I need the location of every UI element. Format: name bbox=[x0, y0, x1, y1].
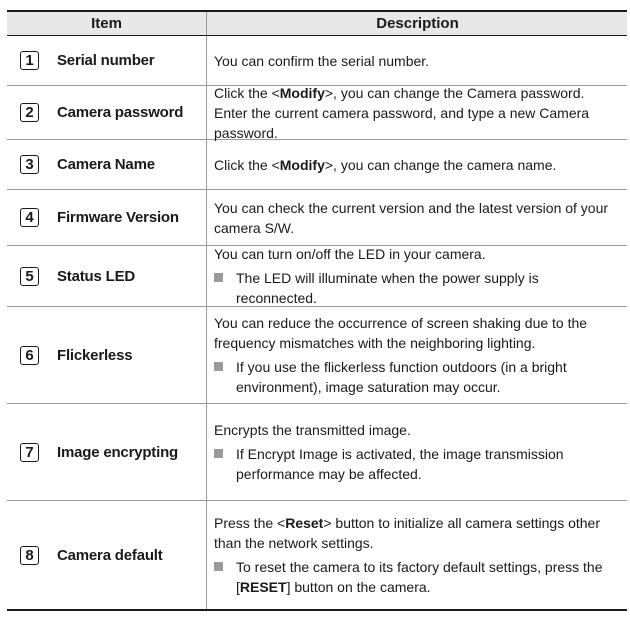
description-text: Encrypts the transmitted image. bbox=[214, 422, 411, 438]
note-square-icon bbox=[214, 449, 223, 458]
item-name: Image encrypting bbox=[57, 443, 178, 461]
header-description: Description bbox=[376, 14, 459, 32]
item-number-badge: 5 bbox=[20, 267, 39, 286]
header-item: Item bbox=[7, 12, 207, 35]
table-row bbox=[7, 36, 627, 85]
description-cell bbox=[207, 246, 627, 306]
text-segment: > button to initialize all camera settings other than the network settings. bbox=[214, 515, 600, 551]
table-row bbox=[7, 500, 627, 609]
note bbox=[214, 557, 621, 597]
note bbox=[214, 268, 621, 308]
description-text bbox=[214, 513, 621, 553]
item-cell bbox=[7, 404, 207, 500]
item-number-badge: 2 bbox=[20, 103, 39, 122]
reset-button-keyword: RESET bbox=[239, 579, 287, 595]
table-row bbox=[7, 306, 627, 403]
description-text: You can check the current version and the latest version of your camera S/W. bbox=[214, 199, 609, 236]
item-name: Camera default bbox=[57, 546, 163, 564]
note-square-icon bbox=[214, 362, 223, 371]
item-name: Firmware Version bbox=[57, 209, 179, 226]
reset-keyword: Reset bbox=[285, 515, 324, 531]
item-number-badge: 4 bbox=[20, 208, 39, 227]
table-row bbox=[7, 403, 627, 500]
description-cell bbox=[207, 36, 627, 85]
description-text: You can confirm the serial number. bbox=[214, 52, 430, 69]
item-name: Camera Name bbox=[57, 156, 155, 173]
item-number-badge: 3 bbox=[20, 155, 39, 174]
note bbox=[214, 357, 621, 397]
description-cell bbox=[207, 404, 627, 500]
item-cell bbox=[7, 140, 207, 189]
table-row bbox=[7, 85, 627, 139]
description-cell bbox=[207, 501, 627, 609]
modify-keyword: Modify bbox=[279, 156, 325, 173]
table-row bbox=[7, 245, 627, 306]
item-number-badge: 6 bbox=[20, 346, 39, 365]
note bbox=[214, 444, 621, 484]
text-segment: Press the < bbox=[214, 515, 286, 531]
description-cell bbox=[207, 307, 627, 403]
item-cell bbox=[7, 36, 207, 85]
modify-keyword: Modify bbox=[279, 84, 325, 101]
item-name: Flickerless bbox=[57, 346, 133, 364]
description-text: You can turn on/off the LED in your camera. bbox=[214, 246, 486, 262]
note-square-icon bbox=[214, 273, 223, 282]
text-segment: >, you can change the camera name. bbox=[324, 156, 557, 173]
text-segment: Click the < bbox=[214, 84, 280, 101]
description-text: You can reduce the occurrence of screen shaking due to the frequency mismatches with the neighboring lighting. bbox=[214, 315, 588, 351]
note-square-icon bbox=[214, 562, 223, 571]
note-text: The LED will illuminate when the power supply is reconnected. bbox=[236, 270, 539, 306]
description-cell bbox=[207, 190, 627, 245]
description-cell bbox=[207, 140, 627, 189]
item-cell bbox=[7, 307, 207, 403]
item-cell bbox=[7, 86, 207, 139]
item-name: Status LED bbox=[57, 267, 136, 285]
item-cell bbox=[7, 246, 207, 306]
text-segment: ] button on the camera. bbox=[286, 579, 431, 595]
item-name: Serial number bbox=[57, 52, 155, 69]
item-cell bbox=[7, 190, 207, 245]
description-text bbox=[214, 155, 621, 175]
description-text bbox=[214, 83, 621, 103]
item-number-badge: 1 bbox=[20, 51, 39, 70]
item-name: Camera password bbox=[57, 104, 184, 121]
item-cell bbox=[7, 501, 207, 609]
table-row bbox=[7, 139, 627, 189]
note-text: If you use the flickerless function outdoors (in a bright environment), image saturation may occur. bbox=[236, 359, 567, 395]
table-row bbox=[7, 189, 627, 245]
description-text: Enter the current camera password, and type a new Camera password. bbox=[214, 104, 590, 141]
note-text: If Encrypt Image is activated, the image transmission performance may be affected. bbox=[236, 446, 564, 482]
text-segment: To reset the camera to its factory default settings, press the [ bbox=[236, 559, 603, 595]
item-number-badge: 8 bbox=[20, 546, 39, 565]
settings-table bbox=[7, 10, 627, 611]
description-cell bbox=[207, 86, 627, 139]
table-header bbox=[7, 12, 627, 36]
item-number-badge: 7 bbox=[20, 443, 39, 462]
note-text bbox=[236, 557, 621, 597]
text-segment: Click the < bbox=[214, 156, 280, 173]
text-segment: >, you can change the Camera password. bbox=[324, 84, 585, 101]
